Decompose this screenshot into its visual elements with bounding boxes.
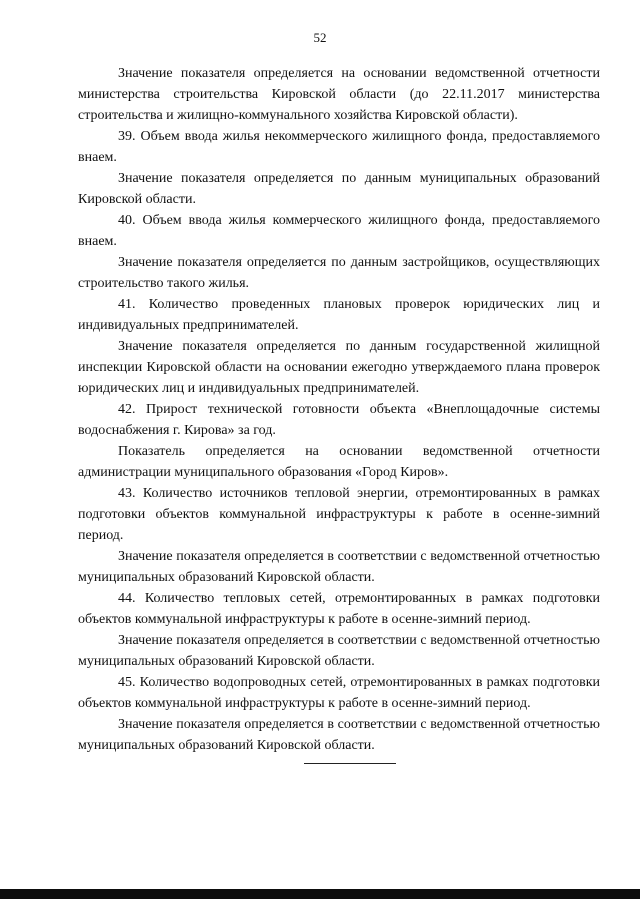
paragraph: Значение показателя определяется в соответствии с ведомственной отчетностью муниципальных образований Кировской области.: [78, 549, 600, 585]
paragraph: Значение показателя определяется по данным государственной жилищной инспекции Кировской области на основании ежегодно утверждаемого плана проверок юридических лиц и индивидуальных предпринимателей.: [78, 339, 600, 396]
document-body: [78, 63, 600, 756]
paragraph: Значение показателя определяется в соответствии с ведомственной отчетностью муниципальных образований Кировской области.: [78, 717, 600, 753]
paragraph: Значение показателя определяется по данным застройщиков, осуществляющих строительство такого жилья.: [78, 255, 600, 291]
page-number: 52: [313, 30, 327, 45]
paragraph: 45. Количество водопроводных сетей, отремонтированных в рамках подготовки объектов коммунальной инфраструктуры к работе в осенне-зимний период.: [78, 675, 600, 711]
paragraph: 39. Объем ввода жилья некоммерческого жилищного фонда, предоставляемого внаем.: [78, 129, 600, 165]
paragraph: 44. Количество тепловых сетей, отремонтированных в рамках подготовки объектов коммунальной инфраструктуры к работе в осенне-зимний период.: [78, 591, 600, 627]
separator-line: [304, 763, 396, 764]
paragraph: Показатель определяется на основании ведомственной отчетности администрации муниципального образования «Город Киров».: [78, 444, 600, 480]
paragraph: Значение показателя определяется на основании ведомственной отчетности министерства строительства Кировской области (до 22.11.2017 министерства строительства и жилищно-коммунального хозяйства Кировской области).: [78, 66, 600, 123]
paragraph: Значение показателя определяется по данным муниципальных образований Кировской области.: [78, 171, 600, 207]
paragraph: Значение показателя определяется в соответствии с ведомственной отчетностью муниципальных образований Кировской области.: [78, 633, 600, 669]
paragraph: 42. Прирост технической готовности объекта «Внеплощадочные системы водоснабжения г. Кирова» за год.: [78, 402, 600, 438]
paragraph: 41. Количество проведенных плановых проверок юридических лиц и индивидуальных предпринимателей.: [78, 297, 600, 333]
paragraph: 43. Количество источников тепловой энергии, отремонтированных в рамках подготовки объектов коммунальной инфраструктуры к работе в осенне-зимний период.: [78, 486, 600, 543]
scan-edge-bar: [0, 889, 640, 899]
paragraph: 40. Объем ввода жилья коммерческого жилищного фонда, предоставляемого внаем.: [78, 213, 600, 249]
